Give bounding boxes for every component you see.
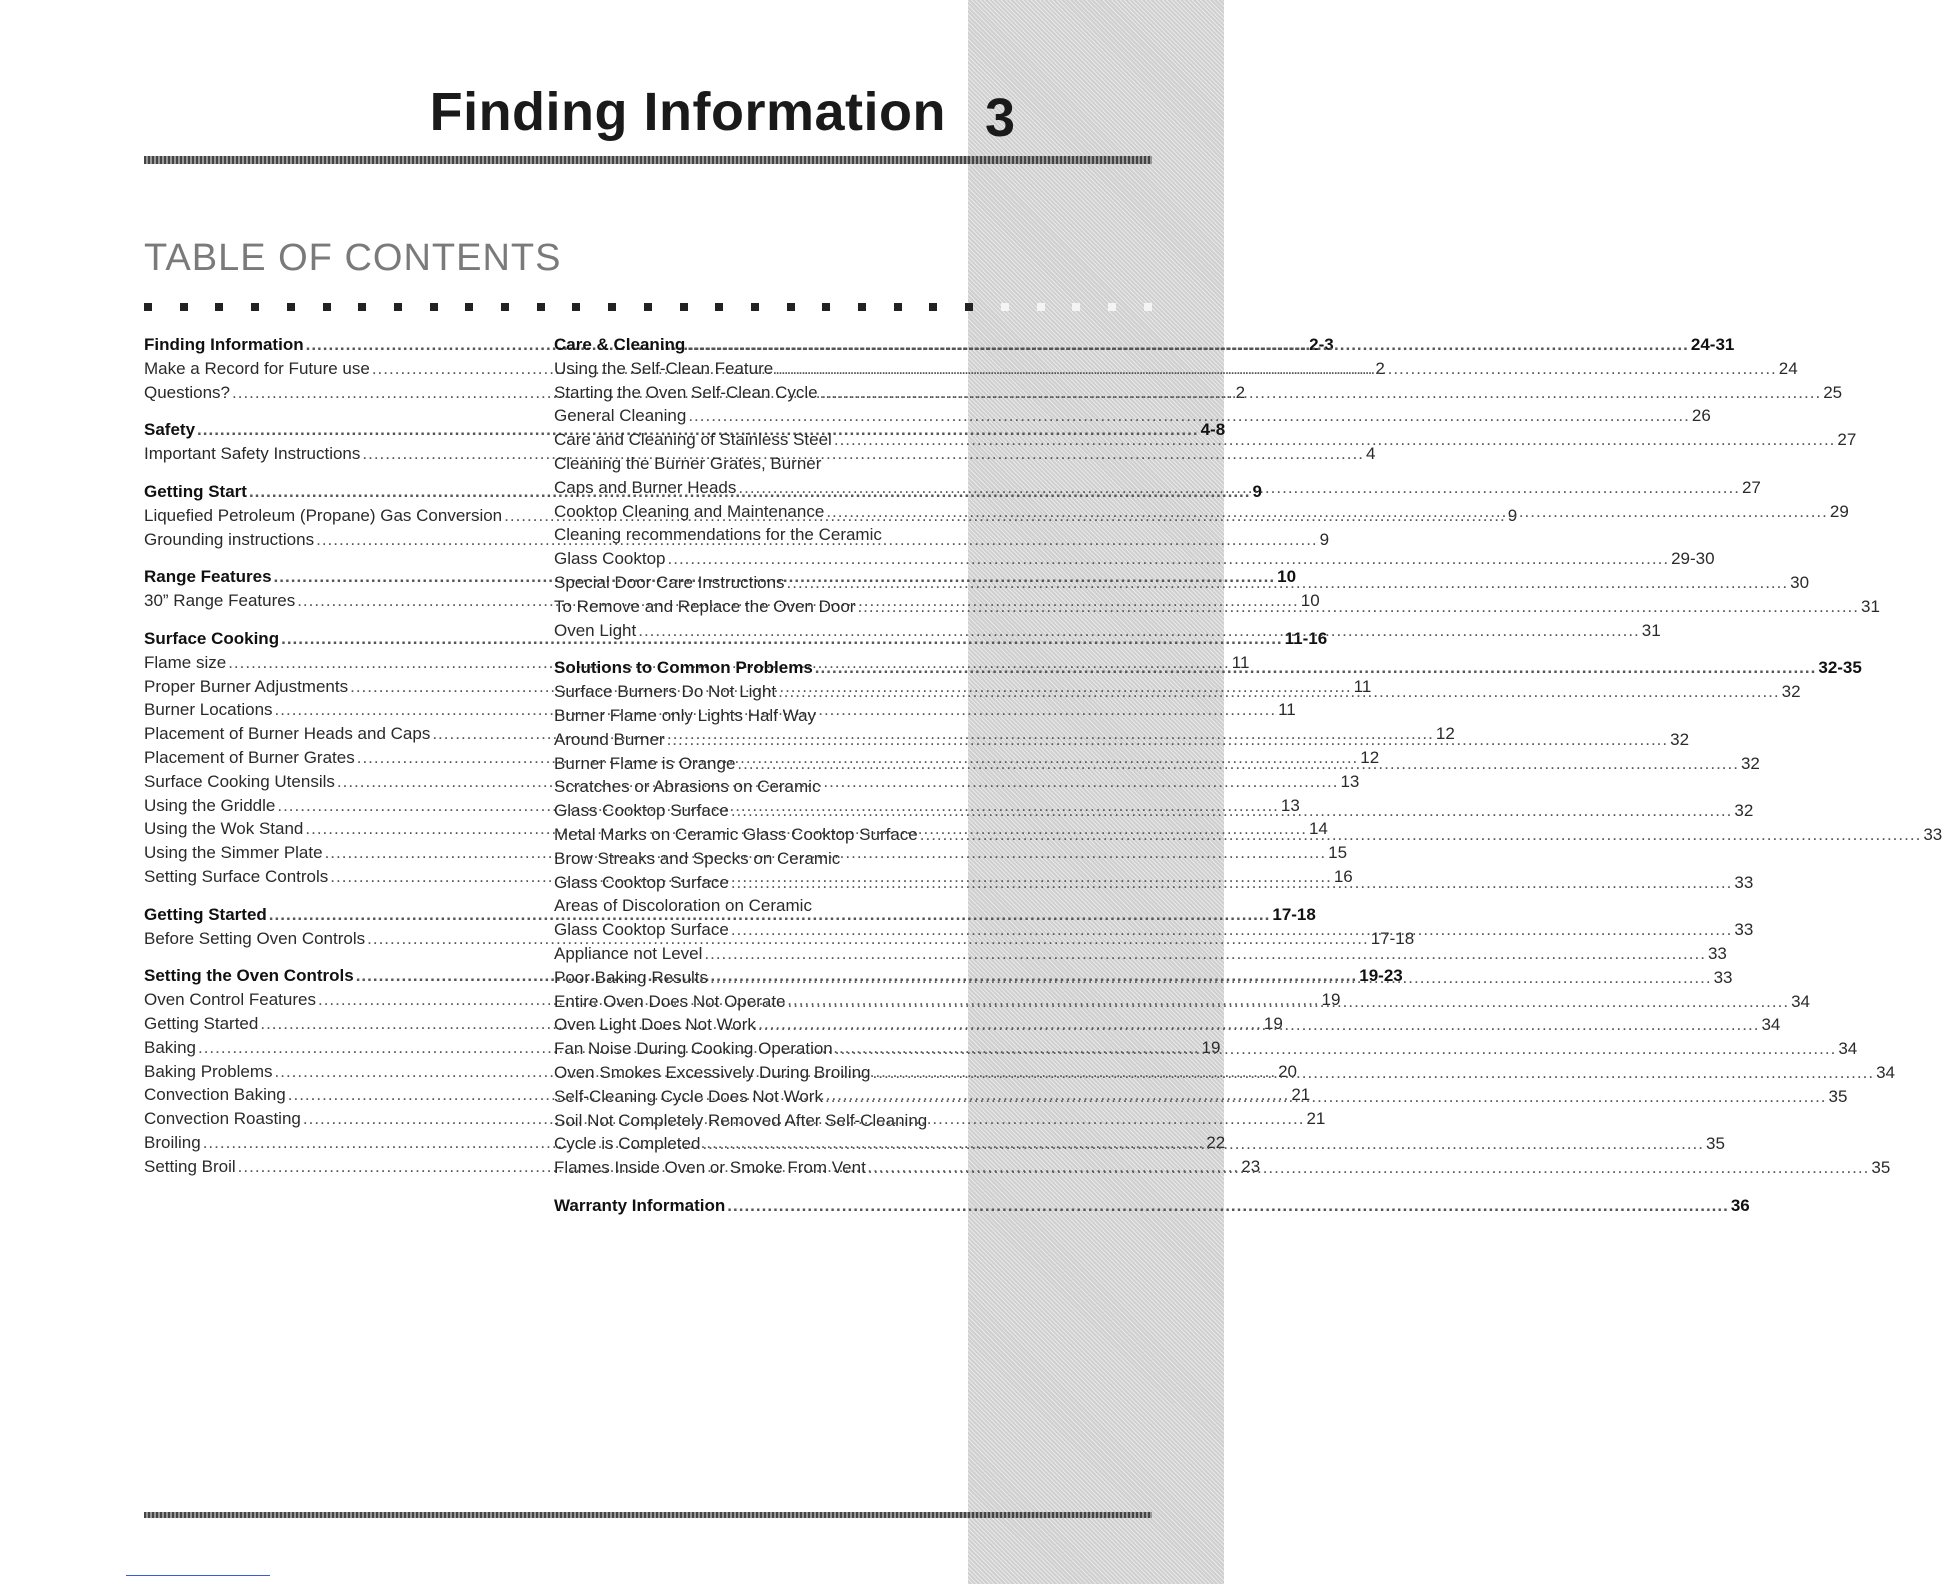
dot-leader xyxy=(820,381,1822,405)
dot-leader xyxy=(787,571,1789,595)
entry-page: 30 xyxy=(1790,572,1810,592)
entry-page: 9 xyxy=(1507,505,1518,525)
footer-rule xyxy=(144,1512,1152,1518)
entry-page: 34 xyxy=(1876,1062,1895,1082)
section-page: 10 xyxy=(1277,567,1297,587)
page-number: 3 xyxy=(984,88,1016,148)
section-title: Range Features xyxy=(144,567,272,587)
section-title: Setting the Oven Controls xyxy=(144,966,354,986)
entry-page: 31 xyxy=(1861,596,1880,616)
entry-title: Oven Control Features xyxy=(144,990,316,1010)
section-page: 19-23 xyxy=(1359,966,1403,986)
divider-square xyxy=(787,303,795,311)
dot-leader xyxy=(815,656,1817,680)
toc-entry[interactable] xyxy=(554,500,1849,524)
entry-title: Convection Baking xyxy=(144,1085,286,1105)
divider-square xyxy=(680,303,688,311)
toc-entry[interactable] xyxy=(554,547,1715,571)
entry-title: Around Burner xyxy=(554,729,665,749)
divider-square xyxy=(358,303,366,311)
dot-leader xyxy=(778,680,1780,704)
entry-page: 12 xyxy=(1360,747,1380,767)
entry-title: Baking Problems xyxy=(144,1061,273,1081)
entry-page: 21 xyxy=(1291,1085,1311,1105)
entry-title: Proper Burner Adjustments xyxy=(144,676,349,696)
toc-entry[interactable] xyxy=(554,523,938,547)
entry-title: Grounding instructions xyxy=(144,529,315,549)
section-title: Care & Cleaning xyxy=(554,335,686,354)
divider-square xyxy=(323,303,331,311)
section-page: 36 xyxy=(1730,1195,1750,1215)
divider-square xyxy=(751,303,759,311)
entry-title: Cycle is Completed xyxy=(554,1134,701,1154)
entry-page: 16 xyxy=(1333,866,1353,886)
entry-title: Soil Not Completely Removed After Self-Cleaning xyxy=(554,1110,928,1130)
entry-title: Baking xyxy=(144,1037,196,1057)
entry-title: Setting Broil xyxy=(144,1156,236,1176)
dot-leader xyxy=(731,918,1733,942)
entry-page: 27 xyxy=(1741,477,1761,497)
entry-title: To Remove and Replace the Oven Door xyxy=(554,596,856,616)
square-divider xyxy=(144,300,1152,314)
divider-square xyxy=(251,303,259,311)
section-page: 9 xyxy=(1252,481,1262,501)
divider-square xyxy=(465,303,473,311)
entry-page: 33 xyxy=(1734,872,1754,892)
toc-heading: TABLE OF CONTENTS xyxy=(144,237,562,279)
dot-leader xyxy=(826,500,1828,524)
toc-section-heading[interactable] xyxy=(554,1194,1750,1218)
entry-title: Appliance not Level xyxy=(554,943,703,963)
divider-square xyxy=(965,303,973,311)
divider-square xyxy=(501,303,509,311)
divider-square xyxy=(1037,303,1045,311)
divider-square xyxy=(608,303,616,311)
entry-page: 29-30 xyxy=(1671,549,1715,569)
entry-title: Oven Light xyxy=(554,620,637,640)
entry-page: 35 xyxy=(1706,1134,1725,1154)
entry-page: 12 xyxy=(1435,724,1455,744)
toc-entry[interactable] xyxy=(554,452,938,476)
entry-title: Burner Flame is Orange xyxy=(554,753,736,773)
dot-leader xyxy=(775,357,1777,381)
entry-title: Surface Burners Do Not Light xyxy=(554,682,777,702)
dot-leader xyxy=(687,333,1689,357)
entry-title: Setting Surface Controls xyxy=(144,866,329,886)
entry-page: 11 xyxy=(1278,700,1296,720)
dot-leader xyxy=(835,1037,1837,1061)
entry-title: Glass Cooktop Surface xyxy=(554,872,729,892)
entry-title: Glass Cooktop Surface xyxy=(554,920,729,940)
dot-leader xyxy=(702,1132,1704,1156)
divider-square xyxy=(644,303,652,311)
entry-page: 34 xyxy=(1791,991,1810,1011)
entry-title: Oven Light Does Not Work xyxy=(554,1015,756,1035)
entry-title: Using the Griddle xyxy=(144,795,276,815)
entry-title: Scratches or Abrasions on Ceramic xyxy=(554,777,821,797)
dot-leader xyxy=(731,871,1733,895)
section-title: Finding Information xyxy=(144,335,304,354)
entry-page: 14 xyxy=(1308,819,1328,839)
entry-page: 29 xyxy=(1829,501,1849,521)
entry-page: 25 xyxy=(1823,382,1843,402)
entry-page: 13 xyxy=(1280,795,1300,815)
entry-title: Cleaning the Burner Grates, Burner xyxy=(554,453,822,473)
entry-title: Using the Self-Clean Feature xyxy=(554,358,774,378)
dot-leader xyxy=(920,823,1922,847)
dot-leader xyxy=(688,404,1690,428)
entry-page: 33 xyxy=(1707,943,1727,963)
entry-page: 35 xyxy=(1871,1158,1891,1178)
entry-title: Starting the Oven Self-Clean Cycle xyxy=(554,382,818,402)
entry-page: 20 xyxy=(1278,1061,1297,1081)
entry-title: Using the Wok Stand xyxy=(144,819,304,839)
section-title: Surface Cooking xyxy=(144,628,280,648)
entry-title: General Cleaning xyxy=(554,406,687,426)
entry-title: Poor Baking Results xyxy=(554,967,709,987)
section-title: Getting Started xyxy=(144,904,267,924)
entry-title: Self-Cleaning Cycle Does Not Work xyxy=(554,1086,823,1106)
divider-square xyxy=(929,303,937,311)
entry-title: Care and Cleaning of Stainless Steel xyxy=(554,430,832,450)
entry-title: Cooktop Cleaning and Maintenance xyxy=(554,501,825,521)
entry-page: 27 xyxy=(1837,430,1857,450)
entry-page: 9 xyxy=(1319,529,1330,549)
entry-title: Special Door Care Instructions xyxy=(554,572,785,592)
entry-page: 15 xyxy=(1328,843,1348,863)
dot-leader xyxy=(667,728,1669,752)
section-page: 4-8 xyxy=(1200,420,1226,440)
entry-title: Placement of Burner Grates xyxy=(144,747,355,767)
entry-page: 2 xyxy=(1235,382,1246,402)
entry-title: 30” Range Features xyxy=(144,591,296,611)
entry-page: 32 xyxy=(1781,682,1801,702)
entry-title: Convection Roasting xyxy=(144,1109,301,1129)
entry-page: 4 xyxy=(1365,444,1376,464)
entry-title: Fan Noise During Cooking Operation xyxy=(554,1039,833,1059)
toc-entry[interactable] xyxy=(554,476,1761,500)
divider-square xyxy=(572,303,580,311)
entry-title: Glass Cooktop xyxy=(554,549,666,569)
entry-page: 32 xyxy=(1734,801,1754,821)
entry-page: 33 xyxy=(1923,824,1942,844)
divider-square xyxy=(215,303,223,311)
header-rule xyxy=(144,156,1152,164)
entry-page: 24 xyxy=(1778,358,1798,378)
entry-page: 19 xyxy=(1201,1037,1221,1057)
dot-leader xyxy=(873,1061,1875,1085)
entry-title: Burner Locations xyxy=(144,700,273,720)
section-page: 32-35 xyxy=(1818,658,1862,678)
entry-page: 2 xyxy=(1375,358,1385,378)
divider-square xyxy=(537,303,545,311)
divider-square xyxy=(1108,303,1116,311)
divider-square xyxy=(1001,303,1009,311)
dot-leader xyxy=(727,1194,1729,1218)
entry-page: 13 xyxy=(1340,771,1360,791)
entry-title: Flames Inside Oven or Smoke From Vent xyxy=(554,1158,866,1178)
divider-square xyxy=(715,303,723,311)
section-page: 11-16 xyxy=(1284,628,1328,648)
entry-title: Make a Record for Future use xyxy=(144,358,370,378)
divider-square xyxy=(180,303,188,311)
toc-entry[interactable] xyxy=(554,381,1843,405)
entry-page: 19 xyxy=(1321,990,1341,1010)
toc-entry[interactable] xyxy=(554,775,938,799)
entry-title: Entire Oven Does Not Operate xyxy=(554,991,786,1011)
entry-page: 22 xyxy=(1206,1132,1226,1152)
divider-square xyxy=(394,303,402,311)
entry-page: 21 xyxy=(1306,1109,1326,1129)
entry-page: 11 xyxy=(1231,652,1250,672)
entry-page: 34 xyxy=(1761,1015,1781,1035)
dot-leader xyxy=(834,428,1836,452)
entry-title: Placement of Burner Heads and Caps xyxy=(144,724,431,744)
toc-entry[interactable] xyxy=(554,404,1711,428)
entry-title: Flame size xyxy=(144,652,227,672)
entry-page: 33 xyxy=(1734,920,1754,940)
dot-leader xyxy=(704,942,1706,966)
entry-title: Areas of Discoloration on Ceramic xyxy=(554,896,812,916)
dot-leader xyxy=(638,619,1640,643)
dot-leader xyxy=(731,799,1733,823)
entry-title: Getting Started xyxy=(144,1013,259,1033)
entry-page: 35 xyxy=(1828,1086,1848,1106)
divider-square xyxy=(1072,303,1080,311)
section-page: 17-18 xyxy=(1272,904,1316,924)
toc-entry[interactable] xyxy=(554,894,938,918)
dot-leader xyxy=(825,1085,1827,1109)
section-title: Warranty Information xyxy=(554,1195,726,1215)
dot-leader xyxy=(668,547,1670,571)
entry-page: 33 xyxy=(1713,967,1733,987)
section-title: Getting Start xyxy=(144,481,247,501)
toc-entry[interactable] xyxy=(554,357,1798,381)
divider-square xyxy=(894,303,902,311)
section-title: Safety xyxy=(144,420,196,440)
entry-title: Burner Flame only Lights Half Way xyxy=(554,705,817,725)
entry-page: 19 xyxy=(1263,1013,1283,1033)
toc-entry[interactable] xyxy=(554,1109,938,1133)
entry-page: 10 xyxy=(1300,591,1320,611)
entry-title: Before Setting Oven Controls xyxy=(144,928,366,948)
page-title: Finding Information xyxy=(429,82,946,142)
dot-leader xyxy=(738,476,1740,500)
section-title: Solutions to Common Problems xyxy=(554,658,813,678)
toc-section xyxy=(554,1194,1750,1218)
divider-square xyxy=(287,303,295,311)
entry-page: 32 xyxy=(1670,729,1690,749)
dot-leader xyxy=(710,966,1712,990)
entry-title: Surface Cooking Utensils xyxy=(144,771,335,791)
entry-page: 26 xyxy=(1691,406,1711,426)
entry-title: Brow Streaks and Specks on Ceramic xyxy=(554,848,841,868)
entry-title: Cleaning recommendations for the Ceramic xyxy=(554,525,882,545)
entry-page: 17-18 xyxy=(1370,928,1415,948)
dot-leader xyxy=(788,990,1790,1014)
section-page: 2-3 xyxy=(1309,335,1334,354)
toc-entry[interactable] xyxy=(554,847,938,871)
entry-title: Using the Simmer Plate xyxy=(144,843,323,863)
entry-page: 11 xyxy=(1353,676,1372,696)
dot-leader xyxy=(857,595,1859,619)
entry-title: Important Safety Instructions xyxy=(144,444,361,464)
divider-square xyxy=(1144,303,1152,311)
entry-title: Oven Smokes Excessively During Broiling xyxy=(554,1062,871,1082)
dot-leader xyxy=(758,1013,1760,1037)
entry-page: 23 xyxy=(1241,1156,1261,1176)
entry-page: 34 xyxy=(1838,1039,1858,1059)
entry-page: 31 xyxy=(1641,620,1661,640)
entry-page: 32 xyxy=(1740,753,1760,773)
entry-title: Metal Marks on Ceramic Glass Cooktop Surface xyxy=(554,824,918,844)
divider-square xyxy=(822,303,830,311)
toc-entry[interactable] xyxy=(554,704,938,728)
divider-square xyxy=(858,303,866,311)
entry-title: Caps and Burner Heads xyxy=(554,477,737,497)
dot-leader xyxy=(868,1156,1870,1180)
entry-title: Glass Cooktop Surface xyxy=(554,801,729,821)
entry-title: Questions? xyxy=(144,382,230,402)
divider-square xyxy=(144,303,152,311)
entry-title: Liquefied Petroleum (Propane) Gas Conversion xyxy=(144,505,503,525)
divider-square xyxy=(430,303,438,311)
toc-entry[interactable] xyxy=(554,942,1727,966)
footer-link-underline xyxy=(126,1575,270,1576)
entry-title: Broiling xyxy=(144,1132,201,1152)
dot-leader xyxy=(737,752,1739,776)
section-page: 24-31 xyxy=(1690,335,1735,354)
